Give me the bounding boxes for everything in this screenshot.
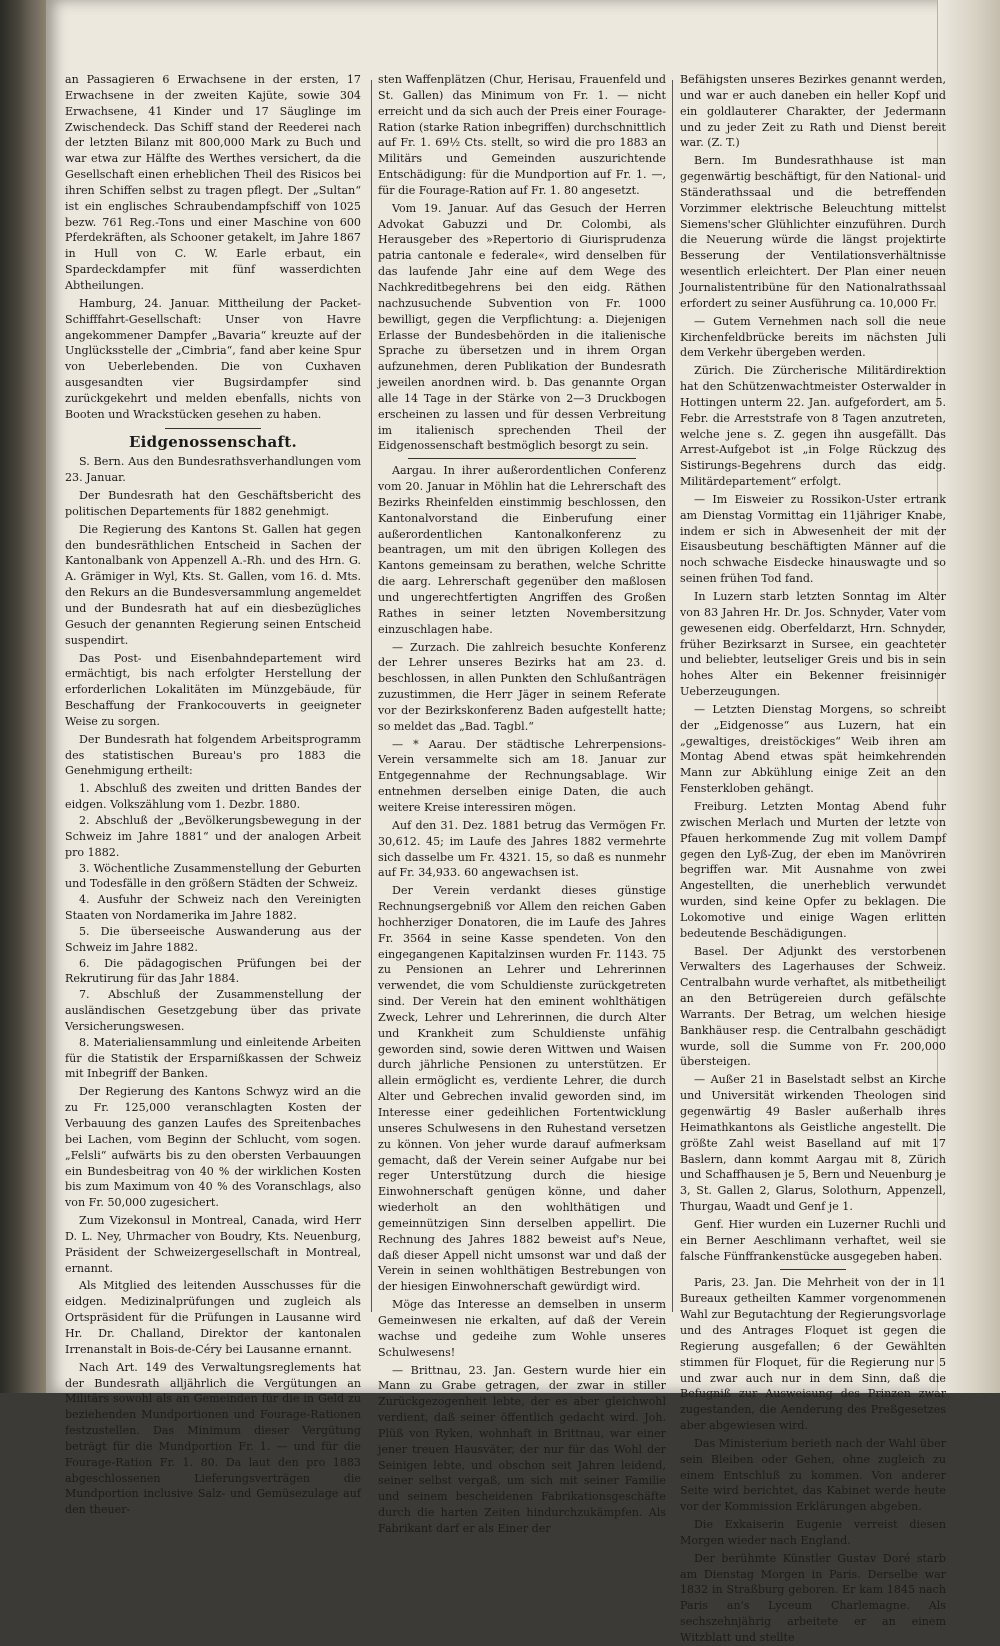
article-arbeitsprogramm: Der Bundesrath hat folgendem Arbeitsprogramm des statistischen Bureau's pro 1883 die Genehmigung ertheilt: (65, 732, 361, 778)
page-edge (937, 0, 1000, 1393)
article-divider (408, 458, 636, 459)
article-montreal: Zum Vizekonsul in Montreal, Canada, wird Herr D. L. Ney, Uhrmacher von Boudry, Kts. Neuenburg, Präsident der Schweizergesellschaft in Montreal, ernannt. (65, 1214, 361, 1275)
article-stgallen: Die Regierung des Kantons St. Gallen hat gegen den bundesräthlichen Entscheid in Sachen der Kantonalbank von Appenzell A.-Rh. und des Hrn. G. A. Grämiger in Wyl, Kts. St. Gallen, vom 16. d. Mts. den Rekurs an die Bundesversammlung angemeldet und der Bundesrath hat auf ein diesbezügliches Gesuch der genannten Regierung seinen Entscheid suspendirt. (65, 522, 361, 647)
section-heading: Eidgenossenschaft. (128, 432, 298, 451)
article-19-januar: Vom 19. Januar. Auf das Gesuch der Herren Advokat Gabuzzi und Dr. Colombi, als Herausgeber des »Repertorio di Giurisprudenza patria cantonale e federale«, wird denselben für das laufende Jahr eine auf dem Wege des Nachkreditbegehrens bei den eidg. Räthen nachzusuchende Subvention von Fr. 1000 bewilligt, gegen die Verpflichtung: a. Diejenigen Erlasse der Bundesbehörden in die italienische Sprache zu übersetzen und in ihrem Organ aufzunehmen, deren Publikation der Bundesrath jeweilen anordnen wird. b. Das genannte Organ alle 14 Tage in der Stärke von 2—3 Druckbogen erscheinen zu lassen und für dessen Verbreitung im italienisch sprechenden Theil der Eidgenossenschaft bestmöglich besorgt zu sein. (378, 201, 666, 453)
column-3 (680, 72, 946, 1644)
article-zurzach: — Zurzach. Die zahlreich besuchte Konferenz der Lehrer unseres Bezirks hat am 23. d. beschlossen, in allen Punkten den Schlußanträgen zuzustimmen, die Herr Jäger in seinem Referate vor der Bezirkskonferenz Baden aufgestellt hatte; so meldet das „Bad. Tagbl.“ (378, 640, 666, 733)
article-paris: Paris, 23. Jan. Die Mehrheit von der in 11 Bureaux getheilten Kammer vorgenommenen Wahl zur Begutachtung der Regierungsvorlage und des Antrages Floquet ist gegen die Regierung ausgefallen; 6 der Gewählten stimmen für Floquet, für die Regierung nur 5 und zwar auch nur in dem Sinn, daß die Befugniß zur Ausweisung des Prinzen zwar zugestanden, die Aenderung des Preßgesetzes aber abgewiesen wird. (680, 1276, 946, 1433)
article-waffenplaetze: sten Waffenplätzen (Chur, Herisau, Frauenfeld und St. Gallen) das Minimum von Fr. 1. — nicht erreicht und da sich auch der Preis einer Fourage-Ration (starke Ration inbegriffen) durchschnittlich auf Fr. 1. 69½ Cts. stellt, so wird die pro 1883 an Militärs und Gemeinden auszurichtende Entschädigung: für die Mundportion auf Fr. 1. —, für die Fourage-Ration auf Fr. 1. 80 angesetzt. (378, 73, 666, 197)
column-2 (378, 72, 666, 1535)
list-item: 8. Materialiensammlung und einleitende Arbeiten für die Statistik der Ersparnißkassen der Schweiz mit Inbegriff der Banken. (65, 1035, 361, 1081)
article-moege: Möge das Interesse an demselben in unserm Gemeinwesen nie erkalten, auf daß der Verein wachse und gedeihe zum Wohle unseres Schulwesens! (378, 1298, 666, 1359)
list-item: 6. Die pädagogischen Prüfungen bei der Rekrutirung für das Jahr 1884. (65, 956, 361, 986)
article-basel: Basel. Der Adjunkt des verstorbenen Verwalters des Lagerhauses der Schweiz. Centralbahn wurde verhaftet, als mitbetheiligt an den Betrügereien durch gefälschte Warrants. Der Betrag, um welchen hiesige Bankhäuser resp. die Centralbahn geschädigt wurde, soll die Summe von Fr. 200,000 übersteigen. (680, 944, 946, 1069)
article-eidgenosse: — Letzten Dienstag Morgens, so schreibt der „Eidgenosse“ aus Luzern, hat ein „gewaltiges, dreistöckiges“ Weib ihren am Montag Abend etwas spät heimkehrenden Mann zur Abkühlung einige Zeit an den Fensterkloben gehängt. (680, 702, 946, 796)
program-list (65, 781, 361, 1082)
article-dore: Der berühmte Künstler Gustav Doré starb am Dienstag Morgen in Paris. Derselbe war 1832 in Straßburg geboren. Er kam 1845 nach Paris an's Lyceum Charlemagne. Als sechszehnjährig arbeitete er an einem Witzblatt und stellte (680, 1551, 946, 1644)
list-item: 5. Die überseeische Auswanderung aus der Schweiz im Jahre 1882. (65, 924, 361, 954)
article-divider (780, 1269, 846, 1270)
article-eisweier: — Im Eisweier zu Rossikon-Uster ertrank am Dienstag Vormittag ein 11jähriger Knabe, indem er sich in Abwesenheit der mit der Eisausbeutung beschäftigten Männer auf die noch schwache Eisdecke hinauswagte und so seinen frühen Tod fand. (680, 492, 946, 586)
article-brittnau: — Brittnau, 23. Jan. Gestern wurde hier ein Mann zu Grabe getragen, der zwar in stiller Zurückgezogenheit lebte, der es aber gleichwohl verdient, daß seiner öffentlich gedacht wird. Joh. Plüß von Ryken, wohnhaft in Brittnau, war einer jener treuen Hausväter, der nur für das Wohl der Seinigen lebte, und obschon seit Jahren leidend, seiner selbst vergaß, um sich mit seiner Familie und seinem bescheidenen Fabrikationsgeschäfte durch die harten Zeiten hindurchzukämpfen. Als Fabrikant darf er als Einer der (378, 1363, 666, 1535)
article-aargau: Aargau. In ihrer außerordentlichen Conferenz vom 20. Januar in Möhlin hat die Lehrerschaft des Bezirks Rheinfelden einstimmig beschlossen, den Kantonalvorstand die Einberufung einer außerordentlichen Kantonalkonferenz zu beantragen, um mit den übrigen Kollegen des Kantons gemeinsam zu berathen, welche Schritte die aarg. Lehrerschaft gegenüber den maßlosen und ungerechtfertigten Angriffen des Großen Rathes in seiner letzten Novembersitzung einzuschlagen habe. (378, 464, 666, 636)
article-zuerich: Zürich. Die Zürcherische Militärdirektion hat den Schützenwachtmeister Osterwalder in Hottingen unterm 22. Jan. aufgefordert, am 5. Febr. die Arreststrafe von 8 Tagen anzutreten, welche jene s. Z. gegen ihn ausgefällt. Das Arrest-Aufgebot ist „in Folge Rückzug des Sistirungs-Begehrens durch das eidg. Militärdepartement“ erfolgt. (680, 364, 946, 489)
article-sultan: an Passagieren 6 Erwachsene in der ersten, 17 Erwachsene in der zweiten Kajüte, sowie 304 Erwachsene, 41 Kinder und 17 Säuglinge im Zwischendeck. Das Schiff stand der Reederei nach der letzten Bilanz mit 800,000 Mark zu Buch und war etwa zur Hälfte des Werthes versichert, da die Gesellschaft einen erheblichen Theil des Risicos bei ihren Schiffen selbst zu tragen pflegt. Der „Sultan“ ist ein englisches Schraubendampfschiff von 1025 bezw. 761 Reg.-Tons und einer Maschine von 600 Pferdekräften, als Schooner getakelt, im Jahre 1867 in Hull von C. W. Earle erbaut, ein Spardeckdampfer mit fünf wasserdichten Abtheilungen. (65, 73, 361, 292)
section-divider (165, 428, 261, 429)
column-rule-2 (672, 80, 673, 1312)
column-rule-1 (371, 80, 372, 1312)
article-vermoegen: Auf den 31. Dez. 1881 betrug das Vermögen Fr. 30,612. 45; im Laufe des Jahres 1882 vermehrte sich dasselbe um Fr. 4321. 15, so daß es nunmehr auf Fr. 34,933. 60 angewachsen ist. (378, 818, 666, 880)
column-1 (65, 72, 361, 1517)
article-eugenie: Die Exkaiserin Eugenie verreist diesen Morgen wieder nach England. (680, 1518, 946, 1547)
article-post: Das Post- und Eisenbahndepartement wird ermächtigt, bis nach erfolgter Herstellung der erforderlichen Lokalitäten im Münzgebäude, für Beschaffung der Frankocouverts in geeigneter Weise zu sorgen. (65, 651, 361, 728)
book-spine (0, 0, 46, 1393)
list-item: 1. Abschluß des zweiten und dritten Bandes der eidgen. Volkszählung vom 1. Dezbr. 1880. (65, 782, 361, 812)
article-luzern: In Luzern starb letzten Sonntag im Alter von 83 Jahren Hr. Dr. Jos. Schnyder, Vater vom gewesenen eidg. Oberfeldarzt, Hrn. Schnyder, früher Bezirksarzt in Sursee, ein geachteter und beliebter, leutseliger Greis und bis in sein hohes Alter ein Bekenner freisinniger Ueberzeugungen. (680, 590, 946, 699)
article-bern: S. Bern. Aus den Bundesrathsverhandlungen vom 23. Januar. (65, 455, 361, 485)
article-hamburg: Hamburg, 24. Januar. Mittheilung der Packet-Schifffahrt-Gesellschaft: Unser von Havre angekommener Dampfer „Bavaria“ kreuzte auf der Unglücksstelle der „Cimbria“, fand aber keine Spur von Ueberlebenden. Die von Cuxhaven ausgesandten vier Bugsirdampfer sind zurückgekehrt und melden ebenfalls, nichts von Booten und Wrackstücken gesehen zu haben. (65, 296, 361, 421)
article-bundesrath-bericht: Der Bundesrath hat den Geschäftsbericht des politischen Departements für 1882 genehmigt. (65, 489, 361, 518)
article-lehrerpensions: — * Aarau. Der städtische Lehrerpensions-Verein versammelte sich am 18. Januar zur Entgegennahme der Rechnungsablage. Wir entnehmen derselben einige Daten, die auch weitere Kreise interessiren mögen. (378, 737, 666, 814)
article-baselstadt: — Außer 21 in Baselstadt selbst an Kirche und Universität wirkenden Theologen sind gegenwärtig 49 Basler außerhalb ihres Heimathkantons als Geistliche angestellt. Die größte Zahl weist Baselland auf mit 17 Baslern, dann kommt Aargau mit 8, Zürich und Schaffhausen je 5, Bern und Neuenburg je 3, St. Gallen 2, Glarus, Solothurn, Appenzell, Thurgau, Waadt und Genf je 1. (680, 1073, 946, 1214)
article-art149: Nach Art. 149 des Verwaltungsreglements hat der Bundesrath alljährlich die Vergütungen an Militärs sowohl als an Gemeinden für die in Geld zu beziehenden Mundportionen und Fourage-Rationen festzustellen. Das Minimum dieser Vergütung beträgt für die Mundportion Fr. 1. — und für die Fourage-Ration Fr. 1. 80. Da laut den pro 1883 abgeschlossenen Lieferungsverträgen die Mundportion inclusive Salz- und Gemüsezulage auf den theuer- (65, 1360, 361, 1517)
article-kirchenfeld: — Gutem Vernehmen nach soll die neue Kirchenfeldbrücke bereits im nächsten Juli dem Verkehr übergeben werden. (680, 314, 946, 360)
article-bern-bundesrathhaus: Bern. Im Bundesrathhause ist man gegenwärtig beschäftigt, für den National- und Ständerathssaal und die betreffenden Vorzimmer elektrische Beleuchtung mittelst Siemens'scher Glühlichter einzuführen. Durch die Neuerung würde die längst projektirte Besserung der Ventilationsverhältnisse wesentlich erleichtert. Der Plan einer neuen Journalistentribüne für den Nationalrathssaal erfordert zu seiner Ausführung ca. 10,000 Fr. (680, 154, 946, 310)
list-item: 4. Ausfuhr der Schweiz nach den Vereinigten Staaten von Nordamerika im Jahre 1882. (65, 893, 361, 923)
list-item: 7. Abschluß der Zusammenstellung der ausländischen Gesetzgebung über das private Versicherungswesen. (65, 988, 361, 1033)
article-freiburg: Freiburg. Letzten Montag Abend fuhr zwischen Merlach und Murten der letzte von Pfauen herkommende Zug mit vollem Dampf gegen den Lyß-Zug, der eben im Manövriren begriffen war. Mit Ausnahme von zwei Angestellten, die unerheblich verwundet wurden, sind keine Opfer zu beklagen. Die Lokomotive und einige Wagen erlitten bedeutende Beschädigungen. (680, 799, 946, 940)
article-schwyz: Der Regierung des Kantons Schwyz wird an die zu Fr. 125,000 veranschlagten Kosten der Verbauung des ganzen Laufes des Spreitenbaches bei Lachen, vom Beginn der Schlucht, vom sogen. „Felsli“ aufwärts bis zu den obersten Verbauungen ein Bundesbeitrag von 40 % der wirklichen Kosten bis zum Maximum von 40 % des Voranschlags, also von Fr. 50,000 zugesichert. (65, 1085, 361, 1210)
article-befaehigsten: Befähigsten unseres Bezirkes genannt werden, und war er auch daneben ein heller Kopf und ein goldlauterer Charakter, der Jedermann und zu jeder Zeit zu Rath und Dienst bereit war. (Z. T.) (680, 73, 946, 150)
article-medizinal: Als Mitglied des leitenden Ausschusses für die eidgen. Medizinalprüfungen und zugleich als Ortspräsident für die Prüfungen in Lausanne wird Hr. Dr. Challand, Direktor der kantonalen Irrenanstalt in Bois-de-Céry bei Lausanne ernannt. (65, 1279, 361, 1356)
list-item: 2. Abschluß der „Bevölkerungsbewegung in der Schweiz im Jahre 1881“ und der analogen Arbeit pro 1882. (65, 813, 361, 859)
article-verein: Der Verein verdankt dieses günstige Rechnungsergebniß vor Allem den reichen Gaben hochherziger Donatoren, die im Laufe des Jahres Fr. 3564 in seine Kasse spendeten. Von den eingegangenen Kapitalzinsen wurden Fr. 1143. 75 zu Pensionen an Lehrer und Lehrerinnen verwendet, die vom Schuldienste zurückgetreten sind. Der Verein hat den eminent wohlthätigen Zweck, Lehrer und Lehrerinnen, die durch Alter und Krankheit zum Schuldienste unfähig geworden sind, sowie deren Wittwen und Waisen durch jährliche Pensionen zu unterstützen. Er allein ermöglicht es, verdiente Lehrer, die durch Alter und Gebrechen invalid geworden sind, im Interesse einer gedeihlichen Fortentwicklung unseres Schulwesens in den Ruhestand versetzen zu können. Von jeher wurde darauf aufmerksam gemacht, daß der Verein seiner Aufgabe nur bei reger Unterstützung durch die hiesige Einwohnerschaft genügen könne, und daher wiederholt an den wohlthätigen und gemeinnützigen Sinn derselben appellirt. Die Rechnung des Jahres 1882 beweist auf's Neue, daß dieser Appell nicht umsonst war und daß der Verein in seinen wohlthätigen Bestrebungen von der hiesigen Einwohnerschaft gewürdigt wird. (378, 884, 666, 1294)
article-ministerium: Das Ministerium berieth nach der Wahl über sein Bleiben oder Gehen, ohne zugleich zu einem Entschluß zu kommen. Von anderer Seite wird berichtet, das Kabinet werde heute vor der Kommission Erklärungen abgeben. (680, 1436, 946, 1514)
list-item: 3. Wöchentliche Zusammenstellung der Geburten und Todesfälle in den größern Städten der Schweiz. (65, 861, 361, 891)
article-genf: Genf. Hier wurden ein Luzerner Ruchli und ein Berner Aeschlimann verhaftet, weil sie falsche Fünffrankenstücke ausgegeben haben. (680, 1217, 946, 1263)
